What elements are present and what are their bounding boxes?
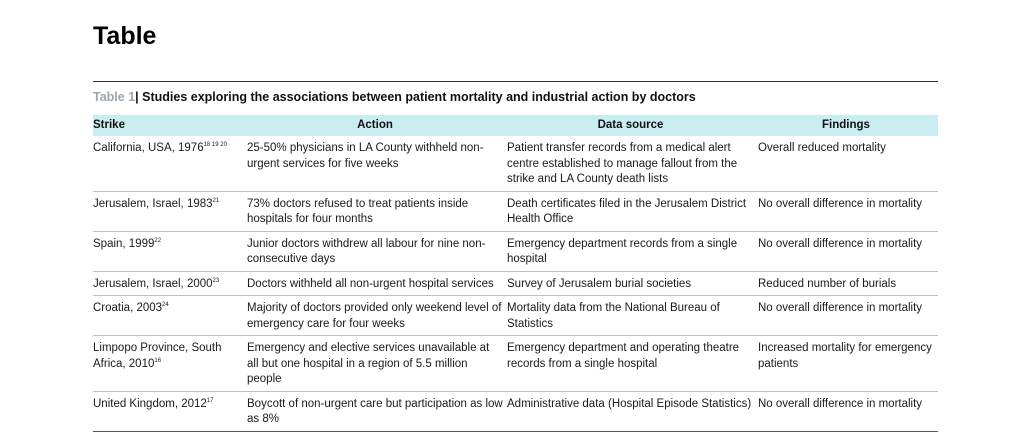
reference-superscript: 23 <box>212 277 220 284</box>
cell-findings: Increased mortality for emergency patients <box>758 336 938 392</box>
table-caption <box>93 90 938 104</box>
cell-action: 25-50% physicians in LA County withheld non-urgent services for five weeks <box>247 136 507 191</box>
cell-data-source: Emergency department and operating theatre records from a single hospital <box>507 336 758 392</box>
cell-strike <box>93 136 247 191</box>
reference-superscript: 24 <box>162 302 169 309</box>
cell-action: Boycott of non-urgent care but participation as low as 8% <box>247 391 507 431</box>
cell-action: Doctors withheld all non-urgent hospital services <box>247 271 507 296</box>
cell-findings: No overall difference in mortality <box>758 296 938 336</box>
strike-text: California, USA, 1976 <box>93 142 204 154</box>
strike-text: Jerusalem, Israel, 1983 <box>93 197 213 210</box>
strike-text: United Kingdom, 2012 <box>93 397 207 410</box>
strike-text: Limpopo Province, South Africa, 2010 <box>93 342 222 370</box>
cell-strike <box>93 191 247 231</box>
table-row <box>93 136 938 191</box>
top-rule <box>93 81 938 82</box>
strike-text: Spain, 1999 <box>93 237 155 250</box>
cell-findings: Reduced number of burials <box>758 271 938 296</box>
cell-action: 73% doctors refused to treat patients inside hospitals for four months <box>247 191 507 231</box>
header-data-source: Data source <box>507 115 758 136</box>
reference-superscript: 21 <box>212 197 220 204</box>
header-findings: Findings <box>758 115 938 136</box>
cell-findings: No overall difference in mortality <box>758 391 938 431</box>
cell-action: Junior doctors withdrew all labour for nine non-consecutive days <box>247 231 507 271</box>
cell-data-source: Emergency department records from a single hospital <box>507 231 758 271</box>
table-row <box>93 191 938 231</box>
cell-data-source: Death certificates filed in the Jerusalem District Health Office <box>507 191 758 231</box>
cell-strike <box>93 271 247 296</box>
cell-data-source: Survey of Jerusalem burial societies <box>507 271 758 296</box>
cell-data-source: Administrative data (Hospital Episode Statistics) <box>507 391 758 431</box>
table-row <box>93 231 938 271</box>
header-action: Action <box>247 115 507 136</box>
cell-findings: No overall difference in mortality <box>758 231 938 271</box>
table-row <box>93 296 938 336</box>
reference-superscript: 16 <box>154 357 162 364</box>
cell-strike <box>93 391 247 431</box>
table-caption-text: Studies exploring the associations between patient mortality and industrial action by doctors <box>138 90 696 104</box>
table-header-row <box>93 115 938 136</box>
reference-superscript: 17 <box>206 397 214 404</box>
cell-strike <box>93 336 247 392</box>
cell-action: Emergency and elective services unavailable at all but one hospital in a region of 5.5 million people <box>247 336 507 392</box>
cell-action: Majority of doctors provided only weekend level of emergency care for four weeks <box>247 296 507 336</box>
table-row <box>93 391 938 431</box>
cell-data-source: Mortality data from the National Bureau of Statistics <box>507 296 758 336</box>
table-row <box>93 271 938 296</box>
cell-findings: Overall reduced mortality <box>758 136 938 191</box>
table-caption-label: Table 1 <box>93 90 136 104</box>
reference-superscript: 22 <box>154 237 162 244</box>
page-title: Table <box>93 22 157 50</box>
strike-text: Jerusalem, Israel, 2000 <box>93 277 213 290</box>
cell-findings: No overall difference in mortality <box>758 191 938 231</box>
cell-data-source: Patient transfer records from a medical alert centre established to manage fallout from the strike and LA County death lists <box>507 136 758 191</box>
header-strike: Strike <box>93 115 247 136</box>
studies-table <box>93 115 938 432</box>
reference-superscript: 18 19 20 <box>203 142 227 149</box>
table-caption-separator: | <box>135 90 139 104</box>
cell-strike <box>93 231 247 271</box>
cell-strike <box>93 296 247 336</box>
strike-text: Croatia, 2003 <box>93 302 163 314</box>
table-row <box>93 336 938 392</box>
